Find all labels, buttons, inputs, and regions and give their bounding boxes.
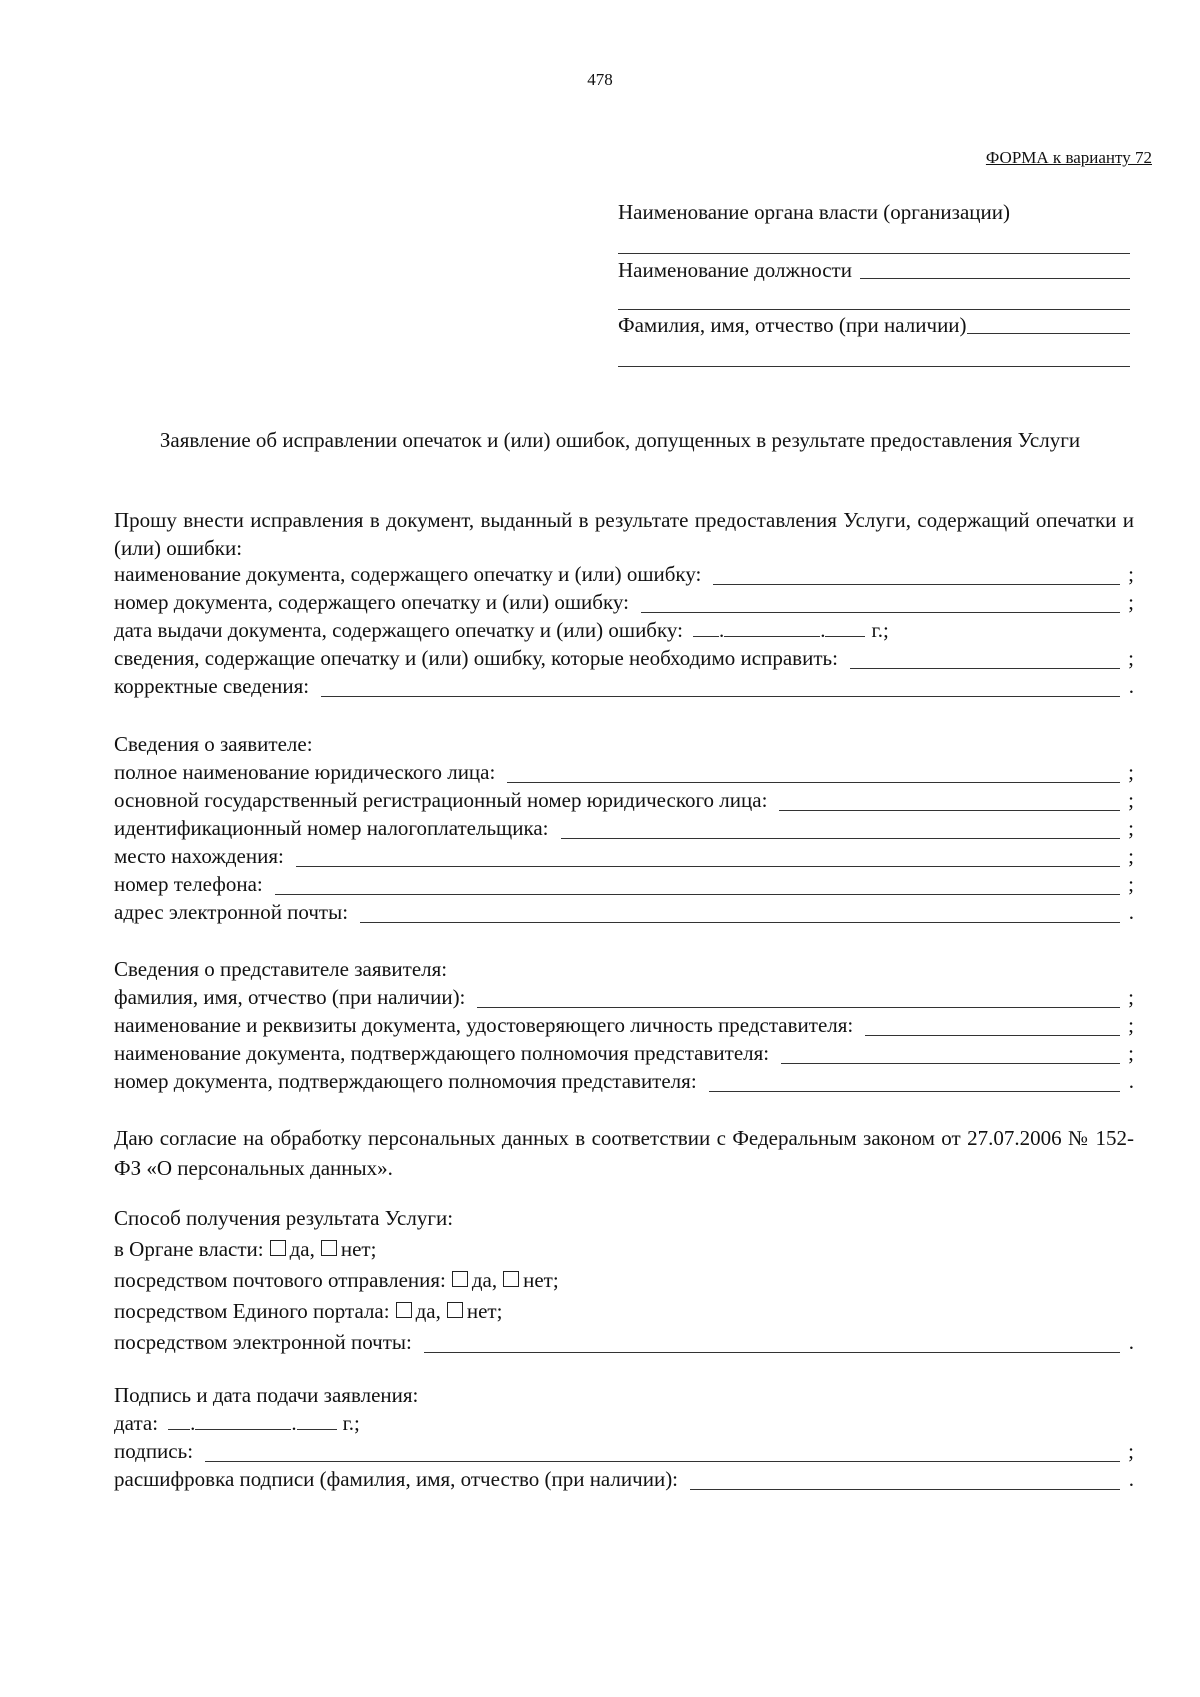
- addressee-position-line: [618, 309, 1130, 310]
- applicant-field-blank[interactable]: [275, 893, 1120, 895]
- applicant-field-row: [114, 900, 1134, 928]
- request-section: [114, 506, 1134, 702]
- request-field-end: ;: [1128, 562, 1134, 586]
- applicant-field-blank[interactable]: [360, 921, 1120, 923]
- addressee-position-row: [618, 258, 1130, 283]
- signature-date-suffix: г.;: [342, 1411, 360, 1435]
- delivery-yes-label: да,: [471, 1268, 498, 1292]
- applicant-field-label: идентификационный номер налогоплательщика:: [114, 816, 549, 840]
- representative-field-row: [114, 1069, 1134, 1097]
- applicant-field-label: основной государственный регистрационный номер юридического лица:: [114, 788, 768, 812]
- request-field-blank[interactable]: [713, 583, 1120, 585]
- signature-date-blanks[interactable]: . .: [168, 1411, 337, 1436]
- delivery-yes-label: да,: [289, 1237, 315, 1261]
- delivery-option-label: в Органе власти:: [114, 1237, 264, 1261]
- request-field-row: [114, 674, 1134, 702]
- applicant-field-blank[interactable]: [507, 781, 1120, 783]
- delivery-option: [114, 1268, 1134, 1299]
- delivery-no-label: нет;: [523, 1268, 559, 1292]
- representative-field-row: [114, 1013, 1134, 1041]
- signature-sign-end: ;: [1128, 1439, 1134, 1463]
- delivery-option: [114, 1237, 1134, 1268]
- signature-decode-label: расшифровка подписи (фамилия, имя, отчество (при наличии):: [114, 1467, 679, 1491]
- checkbox-yes[interactable]: [452, 1271, 468, 1287]
- signature-date-row: [114, 1411, 1134, 1439]
- applicant-field-end: .: [1128, 900, 1134, 924]
- representative-field-blank[interactable]: [709, 1090, 1120, 1092]
- applicant-field-row: [114, 760, 1134, 788]
- request-field-row: [114, 590, 1134, 618]
- addressee-name-blank[interactable]: [967, 332, 1130, 334]
- applicant-field-end: ;: [1128, 816, 1134, 840]
- delivery-no-label: нет;: [466, 1299, 503, 1323]
- applicant-field-row: [114, 844, 1134, 872]
- form-label: ФОРМА к варианту 72: [985, 148, 1152, 167]
- representative-field-label: номер документа, подтверждающего полномочия представителя:: [114, 1069, 697, 1093]
- request-field-blank[interactable]: [850, 667, 1120, 669]
- delivery-option-label: посредством Единого портала:: [114, 1299, 390, 1323]
- representative-heading: Сведения о представителе заявителя:: [114, 957, 448, 981]
- checkbox-yes[interactable]: [396, 1302, 412, 1318]
- representative-field-end: .: [1128, 1069, 1134, 1093]
- applicant-field-row: [114, 816, 1134, 844]
- representative-field-end: ;: [1128, 985, 1134, 1009]
- signature-section: [114, 1383, 1134, 1495]
- request-field-label: номер документа, содержащего опечатку и (или) ошибку:: [114, 590, 629, 614]
- delivery-option: [114, 1299, 1134, 1330]
- request-field-row: [114, 646, 1134, 674]
- document-title: Заявление об исправлении опечаток и (или) ошибок, допущенных в результате предоставления Услуги: [159, 428, 1081, 452]
- request-field-end: .: [1128, 674, 1134, 698]
- applicant-field-row: [114, 872, 1134, 900]
- signature-decode-end: .: [1128, 1467, 1134, 1491]
- checkbox-no[interactable]: [321, 1240, 337, 1256]
- delivery-email-label: посредством электронной почты:: [114, 1330, 412, 1354]
- applicant-field-label: адрес электронной почты:: [114, 900, 349, 924]
- addressee-name-label: Фамилия, имя, отчество (при наличии): [618, 313, 967, 337]
- delivery-email-row: [114, 1330, 1134, 1358]
- representative-field-label: наименование и реквизиты документа, удостоверяющего личность представителя:: [114, 1013, 854, 1037]
- representative-field-blank[interactable]: [781, 1062, 1120, 1064]
- request-intro: Прошу внести исправления в документ, выданный в результате предоставления Услуги, содержащий опечатки и (или) ошибки:: [114, 508, 1134, 560]
- addressee-name-line: [618, 366, 1130, 367]
- addressee-position-blank[interactable]: [860, 277, 1130, 279]
- signature-sign-label: подпись:: [114, 1439, 194, 1463]
- applicant-heading: Сведения о заявителе:: [114, 732, 313, 756]
- applicant-field-label: номер телефона:: [114, 872, 263, 896]
- request-field-label: наименование документа, содержащего опечатку и (или) ошибку:: [114, 562, 702, 586]
- request-field-end: ;: [1128, 646, 1134, 670]
- request-field-label: корректные сведения:: [114, 674, 310, 698]
- delivery-heading: Способ получения результата Услуги:: [114, 1206, 454, 1230]
- signature-date-label: дата:: [114, 1411, 159, 1435]
- representative-field-end: ;: [1128, 1013, 1134, 1037]
- request-field-end: ;: [1128, 590, 1134, 614]
- applicant-field-end: ;: [1128, 760, 1134, 784]
- applicant-field-label: полное наименование юридического лица:: [114, 760, 496, 784]
- representative-field-blank[interactable]: [477, 1006, 1120, 1008]
- signature-decode-blank[interactable]: [690, 1488, 1120, 1490]
- request-field-blank[interactable]: [641, 611, 1120, 613]
- delivery-email-end: .: [1128, 1330, 1134, 1354]
- request-field-row: [114, 562, 1134, 590]
- representative-field-label: фамилия, имя, отчество (при наличии):: [114, 985, 466, 1009]
- signature-sign-blank[interactable]: [205, 1460, 1120, 1462]
- applicant-field-blank[interactable]: [296, 865, 1120, 867]
- applicant-field-end: ;: [1128, 788, 1134, 812]
- delivery-option-label: посредством почтового отправления:: [114, 1268, 446, 1292]
- representative-field-row: [114, 985, 1134, 1013]
- checkbox-no[interactable]: [503, 1271, 519, 1287]
- request-date-blanks[interactable]: . .: [693, 618, 866, 643]
- representative-field-label: наименование документа, подтверждающего полномочия представителя:: [114, 1041, 770, 1065]
- delivery-section: [114, 1206, 1134, 1358]
- applicant-field-row: [114, 788, 1134, 816]
- applicant-section: [114, 732, 1134, 928]
- consent-text: Даю согласие на обработку персональных данных в соответствии с Федеральным законом от 27.07.2006 № 152-ФЗ «О персональных данных».: [114, 1126, 1134, 1180]
- checkbox-no[interactable]: [447, 1302, 463, 1318]
- request-field-blank[interactable]: [321, 695, 1120, 697]
- request-date-label: дата выдачи документа, содержащего опечатку и (или) ошибку:: [114, 618, 683, 642]
- delivery-email-blank[interactable]: [424, 1351, 1120, 1353]
- checkbox-yes[interactable]: [270, 1240, 286, 1256]
- request-field-label: сведения, содержащие опечатку и (или) ошибку, которые необходимо исправить:: [114, 646, 838, 670]
- representative-field-blank[interactable]: [865, 1034, 1120, 1036]
- signature-decode-row: [114, 1467, 1134, 1495]
- request-date-row: [114, 618, 1134, 646]
- applicant-field-blank[interactable]: [561, 837, 1120, 839]
- representative-section: [114, 957, 1134, 1097]
- delivery-yes-label: да,: [415, 1299, 441, 1323]
- signature-heading: Подпись и дата подачи заявления:: [114, 1383, 419, 1407]
- page-number: 478: [587, 70, 613, 89]
- addressee-position-label: Наименование должности: [618, 258, 852, 282]
- representative-field-row: [114, 1041, 1134, 1069]
- applicant-field-blank[interactable]: [779, 809, 1120, 811]
- addressee-name-row: [618, 313, 1130, 338]
- signature-sign-row: [114, 1439, 1134, 1467]
- representative-field-end: ;: [1128, 1041, 1134, 1065]
- applicant-field-end: ;: [1128, 872, 1134, 896]
- addressee-org-label: Наименование органа власти (организации): [618, 200, 1010, 224]
- applicant-field-label: место нахождения:: [114, 844, 284, 868]
- applicant-field-end: ;: [1128, 844, 1134, 868]
- addressee-org-line: [618, 253, 1130, 254]
- request-date-suffix: г.;: [871, 618, 889, 642]
- delivery-no-label: нет;: [340, 1237, 377, 1261]
